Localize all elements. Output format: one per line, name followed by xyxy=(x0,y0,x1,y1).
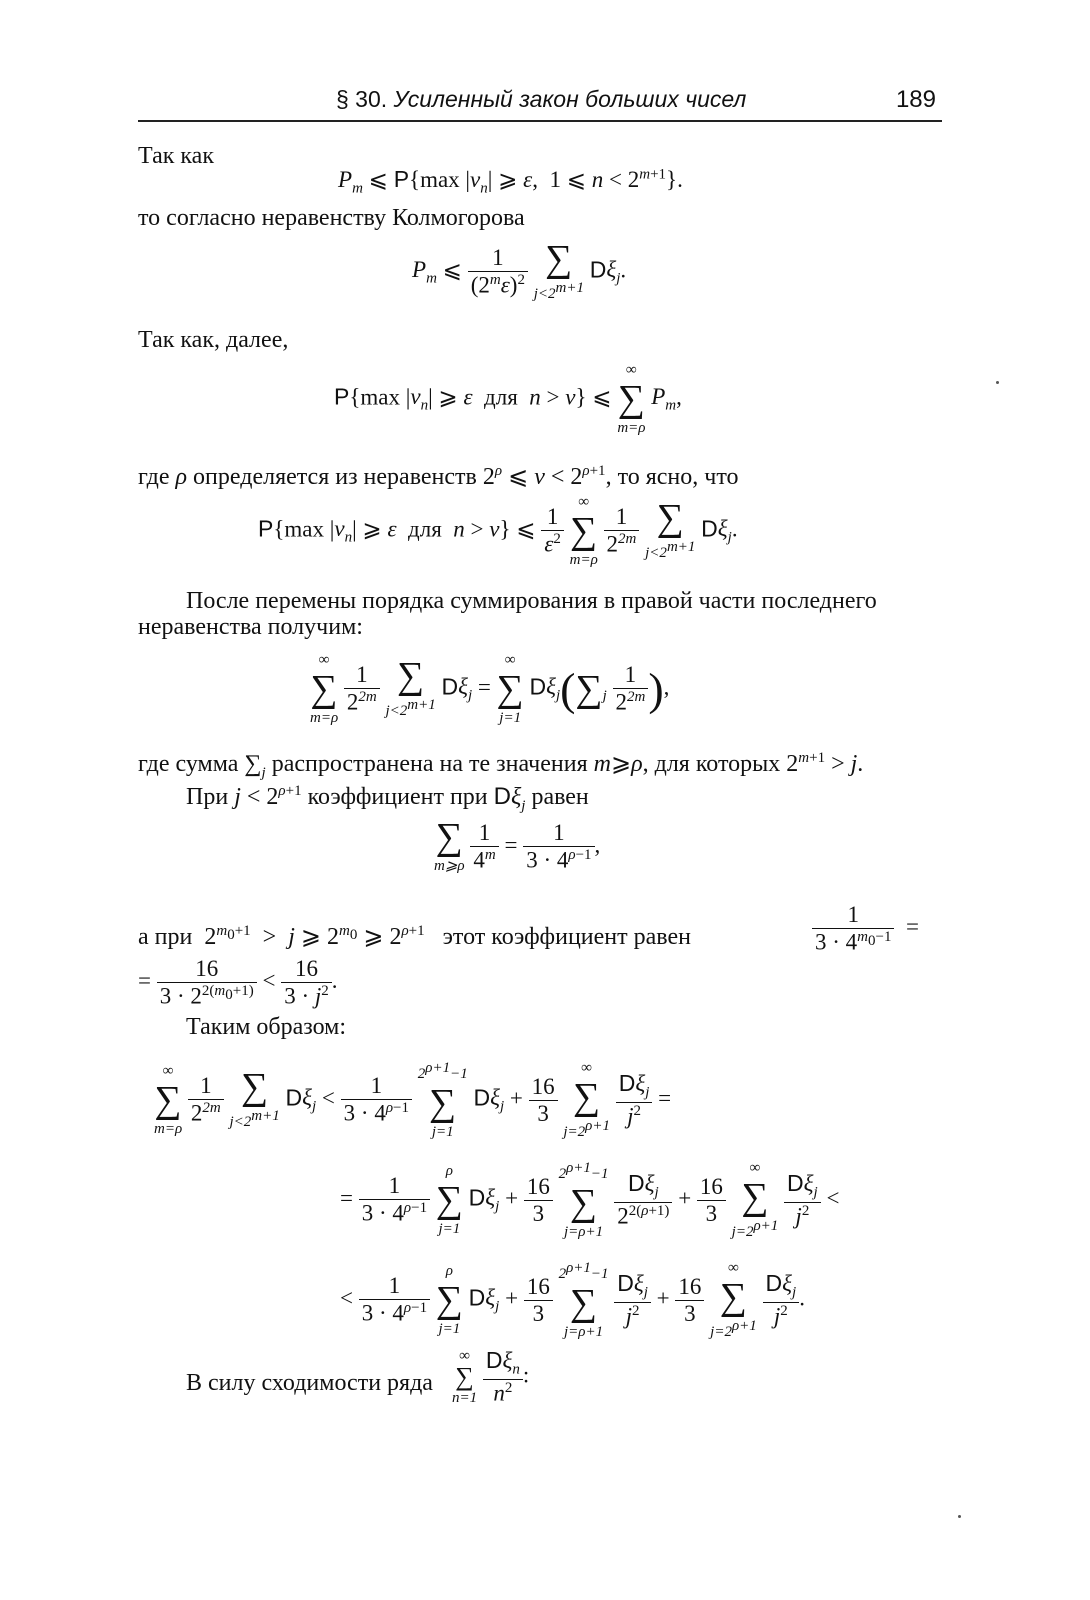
formula-coef-b: = $\frac{16}{3 \cdot 2^{2(m_0+1)}}$ < $\frac{16}{3 \cdot j^2}$ . xyxy=(138,956,338,1009)
text-posle-1: После перемены порядка суммирования в правой части последнего xyxy=(186,588,877,614)
text-takim: Таким образом: xyxy=(186,1014,347,1040)
text-gde-rho: где ρ определяется из неравенств $2^\rho$ ⩽ $\nu < 2^{\rho+1}$, то ясно, что xyxy=(138,463,739,490)
page-number: 189 xyxy=(895,86,936,113)
running-title: § 30. Усиленный закон больших чисел xyxy=(336,86,747,112)
text-tak-kak-dalee: Так как, далее, xyxy=(138,327,289,353)
formula-tail-sum: P{max $|v_n|$ ⩾ ε для n > ν} ⩽ ∞ ∑ m=ρ $P_m$, xyxy=(334,362,682,436)
formula-double-sum: P{max $|v_n|$ ⩾ ε для n > ν} ⩽ $\frac{1}{\varepsilon^2}$ ∞ ∑ m=ρ $\frac{1}{2^{2m}}$ ∑ $j<2^{m+1}$ $D\xi_j$. xyxy=(258,494,738,568)
text-posle-2: неравенства получим: xyxy=(138,614,363,640)
text-v-silu: В силу сходимости ряда xyxy=(186,1370,433,1396)
formula-geom-sum: ∑ m⩾ρ $\frac{1}{4^m}$ = $\frac{1}{3 \cdot 4^{\rho-1}}$ , xyxy=(434,816,601,874)
text-gde-summa: где сумма $\sum_j$ распространена на те значения m⩾ρ, для которых $2^{m+1} > j$. xyxy=(138,750,864,781)
formula-chain-2: = $\frac{1}{3 \cdot 4^{\rho-1}}$ ρ ∑ j=1 $D\xi_j$ + $\frac{16}{3}$ $2^{\rho+1}-1$ ∑ j=ρ+1 $\frac{D\xi_j}{2^{2(\rho+1)}}$ + $\frac{16}{3}$ ∞ ∑ $j=2^{\rho+1}$ $\frac{D\xi_j}{j^2}$ < xyxy=(340,1160,840,1240)
scan-speck xyxy=(996,381,999,384)
scan-speck xyxy=(958,1515,961,1518)
text-a-pri: а при $2^{m_0+1} > j$ ⩾ $2^{m_0}$ ⩾ $2^{\rho+1}$ этот коэффициент равен xyxy=(138,923,691,950)
formula-chain-1: ∞ ∑ m=ρ $\frac{1}{2^{2m}}$ ∑ $j<2^{m+1}$ $D\xi_j$ < $\frac{1}{3 \cdot 4^{\rho-1}}$ $2^{\rho+1}-1$ ∑ j=1 $D\xi_j$ + $\frac{16}{3}$ ∞ ∑ $j=2^{\rho+1}$ $\frac{D\xi_j}{j^2}$ = xyxy=(154,1060,672,1140)
text-tak-kak: Так как xyxy=(138,143,214,169)
formula-chain-3: < $\frac{1}{3 \cdot 4^{\rho-1}}$ ρ ∑ j=1 $D\xi_j$ + $\frac{16}{3}$ $2^{\rho+1}-1$ ∑ j=ρ+1 $\frac{D\xi_j}{j^2}$ + $\frac{16}{3}$ ∞ ∑ $j=2^{\rho+1}$ $\frac{D\xi_j}{j^2}$ . xyxy=(340,1260,805,1340)
formula-series: ∞ ∑ n=1 $\frac{D\xi_n}{n^2}$ : xyxy=(452,1347,530,1406)
text-pri: При $j < 2^{\rho+1}$ коэффициент при $D\xi_j$ равен xyxy=(186,783,589,814)
formula-kolmogorov: $P_m$ ⩽ $\frac{1}{(2^m\varepsilon)^2}$ ∑ $j<2^{m+1}$ $D\xi_j$. xyxy=(412,238,627,302)
formula-reordered: ∞ ∑ m=ρ $\frac{1}{2^{2m}}$ ∑ $j<2^{m+1}$ $D\xi_j$ = ∞ ∑ j=1 $D\xi_j(\sum_j$ $\frac{1}{2^{2m}}$ ), xyxy=(310,652,670,726)
formula-pm-bound: $P_m$ ⩽ P{max $|v_n|$ ⩾ ε, 1 ⩽ $n < 2^{m+1}$}. xyxy=(338,166,683,197)
running-header xyxy=(138,86,942,122)
formula-coef-a: $\frac{1}{3 \cdot 4^{m_0-1}}$ = xyxy=(812,902,919,956)
text-kolmogorov: то согласно неравенству Колмогорова xyxy=(138,205,525,231)
